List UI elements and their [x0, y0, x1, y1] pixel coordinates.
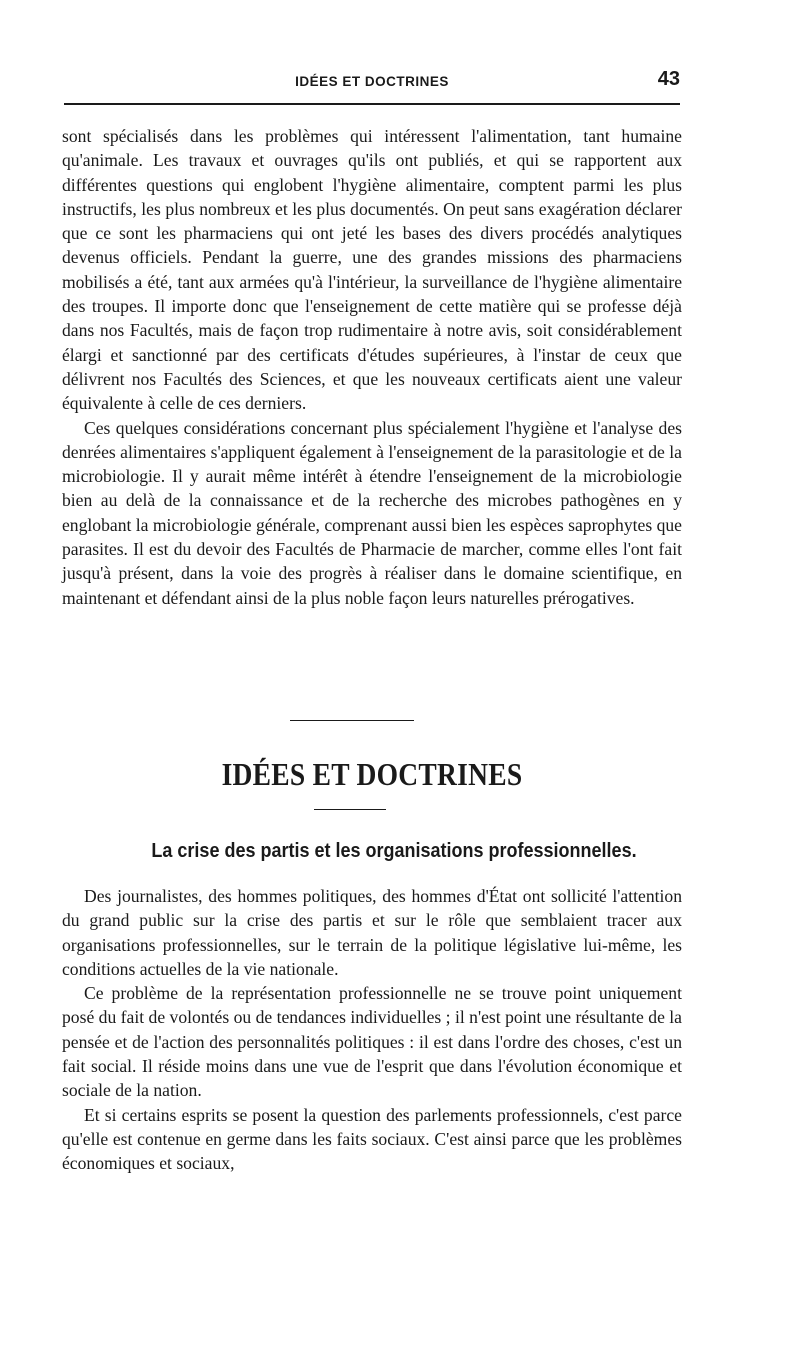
page-number: 43	[657, 68, 680, 90]
paragraph: Ces quelques considérations concernant plus spécialement l'hygiène et l'analyse des denrées alimentaires s'appliquent également à l'enseignement de la parasitologie et de la microbiologie. Il y aurait même intérêt à étendre l'enseignement de la microbiologie bien au delà de la connaissance et de la recherche des microbes pathogènes en y englobant la microbiologie générale, comprenant aussi bien les espèces saprophytes que parasites. Il est du devoir des Facultés de Pharmacie de marcher, comme elles l'ont fait jusqu'à présent, dans la voie des progrès à réaliser dans le domaine scientifique, en maintenant et défendant ainsi de la plus noble façon leurs naturelles prérogatives.	[62, 417, 682, 608]
previous-article-text	[62, 124, 682, 610]
section-separator-rule	[290, 720, 414, 721]
article-text	[62, 884, 682, 1176]
header-rule	[64, 103, 680, 105]
article-title: La crise des partis et les organisations professionnelles.	[151, 840, 637, 862]
section-title: IDÉES ET DOCTRINES	[221, 756, 523, 792]
paragraph: Des journalistes, des hommes politiques, des hommes d'État ont sollicité l'attention du grand public sur la crise des partis et sur le rôle que semblaient tracer aux organisations professionnelles, sur le terrain de la politique législative lui-même, les conditions actuelles de la vie nationale.	[62, 886, 682, 979]
section-title-rule	[314, 809, 386, 810]
running-title: IDÉES ET DOCTRINES	[295, 74, 449, 89]
paragraph: Ce problème de la représentation professionnelle ne se trouve point uniquement posé du fait de volontés ou de tendances individuelles ; il n'est point une résultante de la pensée et de l'action des personnalités politiques : il est dans l'ordre des choses, c'est un fait social. Il réside moins dans une vue de l'esprit que dans l'évolution économique et sociale de la nation.	[62, 983, 682, 1101]
paragraph: sont spécialisés dans les problèmes qui intéressent l'alimentation, tant humaine qu'animale. Les travaux et ouvrages qu'ils ont publiés, et qui se rapportent aux différentes questions qui englobent l'hygiène alimentaire, comptent parmi les plus instructifs, les plus nombreux et les plus documentés. On peut sans exagération déclarer que ce sont les pharmaciens qui ont jeté les bases des divers procédés analytiques devenus officiels. Pendant la guerre, une des grandes missions des pharmaciens mobilisés a été, tant aux armées qu'à l'intérieur, la surveillance de l'hygiène alimentaire des troupes. Il importe donc que l'enseignement de cette matière qui se professe déjà dans nos Facultés, mais de façon trop rudimentaire à notre avis, soit considérablement élargi et sanctionné par des certificats d'études supérieures, à l'instar de ceux que délivrent nos Facultés des Sciences, et que les nouveaux certificats aient une valeur équivalente à celle de ces derniers.	[62, 126, 682, 414]
paragraph: Et si certains esprits se posent la question des parlements professionnels, c'est parce qu'elle est contenue en germe dans les faits sociaux. C'est ainsi parce que les problèmes économiques et sociaux,	[62, 1104, 682, 1174]
running-header	[64, 68, 680, 98]
